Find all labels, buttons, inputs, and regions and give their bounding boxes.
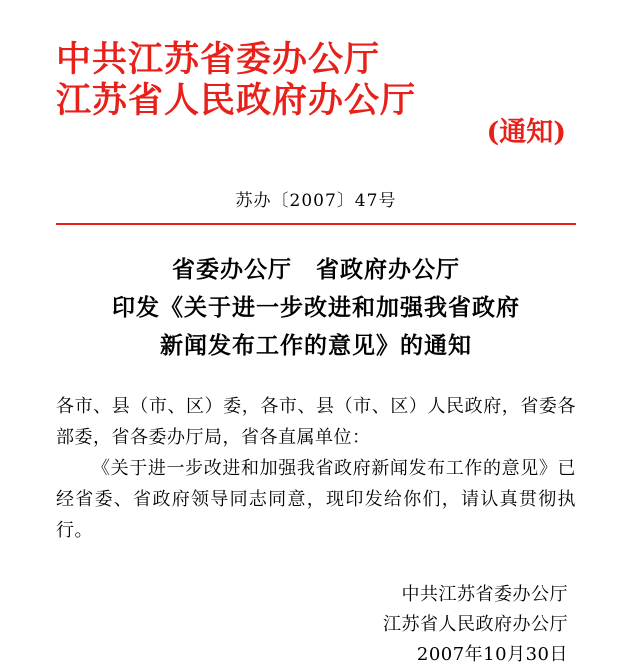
signature-line-2: 江苏省人民政府办公厅 bbox=[383, 614, 568, 635]
masthead-org-names bbox=[56, 40, 576, 122]
title-line-3: 新闻发布工作的意见》的通知 bbox=[160, 332, 472, 359]
document-title bbox=[56, 251, 576, 365]
document-body bbox=[56, 391, 576, 546]
body-paragraph-recipients: 各市、县（市、区）委，各市、县（市、区）人民政府，省委各部委，省各委办厅局，省各直属单位： bbox=[56, 396, 576, 448]
red-divider-rule bbox=[56, 223, 576, 225]
document-number: 苏办〔2007〕47号 bbox=[235, 191, 397, 211]
masthead bbox=[56, 0, 576, 150]
signature-line-1: 中共江苏省委办公厅 bbox=[401, 584, 568, 605]
masthead-org-line-2: 江苏省人民政府办公厅 bbox=[56, 81, 417, 121]
signature-date: 2007年10月30日 bbox=[416, 644, 568, 665]
document-kind-label: (通知) bbox=[486, 117, 566, 148]
title-line-1: 省委办公厅 省政府办公厅 bbox=[172, 256, 460, 283]
body-paragraph-main: 《关于进一步改进和加强我省政府新闻发布工作的意见》已经省委、省政府领导同志同意，现印发给你们，请认真贯彻执行。 bbox=[56, 458, 576, 541]
masthead-org-line-1: 中共江苏省委办公厅 bbox=[56, 40, 381, 80]
title-line-2: 印发《关于进一步改进和加强我省政府 bbox=[112, 294, 520, 321]
signature-block bbox=[56, 580, 576, 670]
